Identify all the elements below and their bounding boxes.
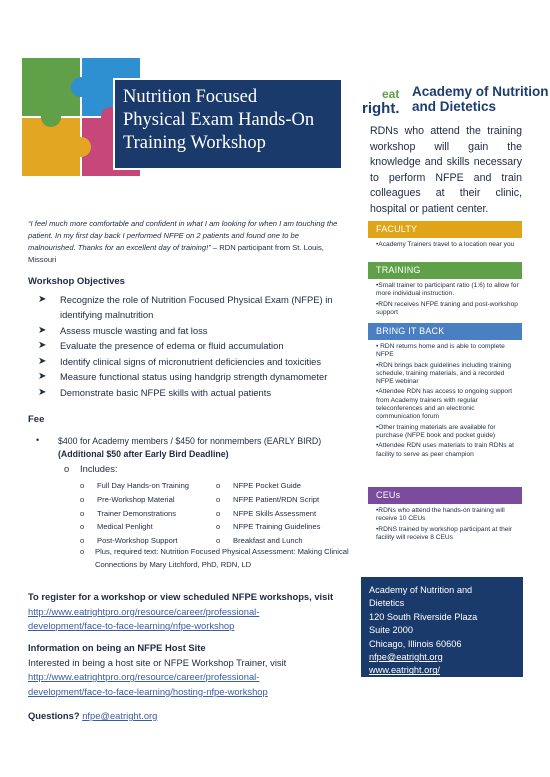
bring-it-back-item: •Attendee RDN uses materials to train RDNs at facility to serve as peer champion — [376, 442, 514, 458]
includes-row — [80, 479, 350, 493]
register-link[interactable]: http://www.eatrightpro.org/resource/career/professional- development/face-to-face-learning/nfpe-workshop — [28, 605, 260, 632]
bring-it-back-section — [368, 323, 522, 461]
svg-text:eat: eat — [382, 87, 400, 101]
arrow-bullet-icon: ➤ — [38, 340, 47, 351]
arrow-bullet-icon: ➤ — [38, 294, 47, 305]
title-line-1: Nutrition Focused — [123, 87, 258, 107]
objective-item: ➤ Assess muscle wasting and fat loss — [38, 324, 208, 336]
quote-text: “I feel much more comfortable and confident in what I am looking for when I am touching the patient. In my first day back I performed NFPE on 2 patients and found one to be malnourished. Thanks for an excellent day of training!” — [28, 219, 338, 252]
includes-item: o Trainer Demonstrations — [80, 508, 177, 518]
host-heading: Information on being an NFPE Host Site — [28, 642, 206, 653]
bring-it-back-item: • RDN returns home and is able to complete NFPE — [376, 343, 505, 359]
title-line-2: Physical Exam Hands-On — [123, 110, 315, 130]
title-box — [113, 78, 343, 170]
contact-email-link[interactable]: nfpe@eatright.org — [369, 652, 443, 663]
includes-item: o Post-Workshop Support — [80, 536, 178, 546]
includes-label: o Includes: — [64, 463, 118, 474]
arrow-bullet-icon: ➤ — [38, 371, 47, 382]
svg-text:right.: right. — [362, 100, 400, 117]
host-text: Interested in being a host site or NFPE Workshop Trainer, visit — [28, 656, 287, 668]
includes-item: o Pre-Workshop Material — [80, 494, 175, 504]
bring-it-back-item: •Other training materials are available for purchase (NFPE book and pocket guide) — [376, 423, 496, 439]
register-section — [28, 590, 348, 634]
required-text: Plus, required text: Nutrition Focused Physical Assessment: Making Clinical Connections by Mary Litchford, PhD, RDN, LD — [95, 547, 349, 569]
objectives-list — [38, 292, 348, 400]
faculty-heading: FACULTY — [368, 221, 522, 238]
bring-it-back-item: •Attendee RDN has access to ongoing support from Academy trainers with regular teleconferences and an electronic communication forum — [376, 388, 513, 421]
ceus-item: •RDNS trained by workshop participant at their facility will receive 8 CEUs — [376, 525, 513, 541]
bullet-icon: • — [36, 435, 40, 445]
contact-line: Dietetics — [369, 598, 405, 609]
questions-line — [28, 710, 157, 721]
bring-it-back-list — [368, 340, 522, 459]
faculty-item: •Academy Trainers travel to a location near you — [376, 241, 515, 248]
includes-row — [80, 507, 350, 521]
required-text-note: o Plus, required text: Nutrition Focused Physical Assessment: Making Clinical Connections by Mary Litchford, PhD, RDN, LD — [80, 546, 350, 571]
objective-item: ➤ Demonstrate basic NFPE skills with actual patients — [38, 386, 272, 398]
faculty-list — [368, 238, 522, 249]
logo-name-line-2: and Dietetics — [412, 99, 497, 114]
quote-attribution: – RDN participant from St. Louis, Missouri — [28, 243, 324, 264]
register-heading: To register for a workshop or view scheduled NFPE workshops, visit — [28, 591, 334, 602]
arrow-bullet-icon: ➤ — [38, 355, 47, 367]
contact-line: Suite 2000 — [369, 625, 413, 636]
fee-heading: Fee — [28, 414, 45, 425]
includes-row — [80, 493, 350, 507]
contact-web-link[interactable]: www.eatright.org/ — [369, 665, 440, 676]
includes-item: o NFPE Skills Assessment — [216, 508, 317, 518]
fee-early-bird-note: (Additional $50 after Early Bird Deadline) — [58, 449, 229, 459]
eat-right-logo-icon — [360, 86, 408, 118]
testimonial-quote — [28, 218, 342, 266]
ceus-item: •RDNs who attend the hands-on training will receive 10 CEUs — [376, 507, 505, 523]
includes-item: o Medical Penlight — [80, 522, 153, 532]
questions-email-link[interactable]: nfpe@eatright.org — [82, 710, 158, 721]
faculty-section — [368, 221, 522, 251]
includes-row — [80, 520, 350, 534]
training-list — [368, 279, 522, 317]
logo-org-name — [412, 84, 549, 114]
arrow-bullet-icon: ➤ — [38, 386, 47, 398]
host-link[interactable]: http://www.eatrightpro.org/resource/career/professional- development/face-to-face-learning/hosting-nfpe-workshop — [28, 671, 268, 697]
intro-paragraph: RDNs who attend the training workshop will gain the knowledge and skills necessary to perform NFPE and train colleagues at their clinic, hospital or patient center. — [370, 125, 522, 215]
ceus-section — [368, 487, 522, 544]
training-item: •RDN receives NFPE traning and post-workshop support — [376, 300, 518, 316]
includes-item: o Breakfast and Lunch — [216, 536, 303, 546]
bring-it-back-heading: BRING IT BACK — [368, 323, 522, 340]
training-section — [368, 262, 522, 319]
includes-item: o NFPE Training Guidelines — [216, 522, 321, 532]
includes-item: o NFPE Pocket Guide — [216, 481, 301, 490]
ceus-list — [368, 504, 522, 542]
training-item: •Small trainer to participant ratio (1:6) to allow for more individual instruction. — [376, 282, 519, 298]
arrow-bullet-icon: ➤ — [38, 324, 47, 336]
objectives-heading: Workshop Objectives — [28, 276, 125, 287]
includes-item: o Full Day Hands-on Training — [80, 481, 190, 490]
bring-it-back-item: •RDN brings back guidelines including training schedule, training materials, and a recorded NFPE webinar — [376, 361, 511, 386]
fee-price: $400 for Academy members / $450 for nonmembers (EARLY BIRD) — [58, 436, 322, 446]
academy-logo — [360, 84, 549, 124]
objective-item: ➤ Measure functional status using handgrip strength dynamometer — [38, 371, 328, 382]
title-line-3: Training Workshop — [123, 133, 266, 153]
objective-item: ➤ Recognize the role of Nutrition Focused Physical Exam (NFPE) in identifying malnutrition — [38, 294, 333, 320]
contact-line: Academy of Nutrition and — [369, 585, 473, 595]
logo-name-line-1: Academy of Nutrition — [412, 84, 549, 99]
training-heading: TRAINING — [368, 262, 522, 279]
contact-box — [361, 577, 523, 677]
contact-line: Chicago, Illinois 60606 — [369, 638, 462, 649]
includes-item: o NFPE Patient/RDN Script — [216, 494, 320, 504]
contact-line: 120 South Riverside Plaza — [369, 611, 478, 622]
includes-grid — [80, 479, 350, 548]
objective-item: ➤ Identify clinical signs of micronutrient deficiencies and toxicities — [38, 355, 322, 367]
host-section — [28, 641, 348, 699]
ceus-heading: CEUs — [368, 487, 522, 504]
objective-item: ➤ Evaluate the presence of edema or fluid accumulation — [38, 340, 284, 351]
questions-label: Questions? — [28, 710, 80, 721]
